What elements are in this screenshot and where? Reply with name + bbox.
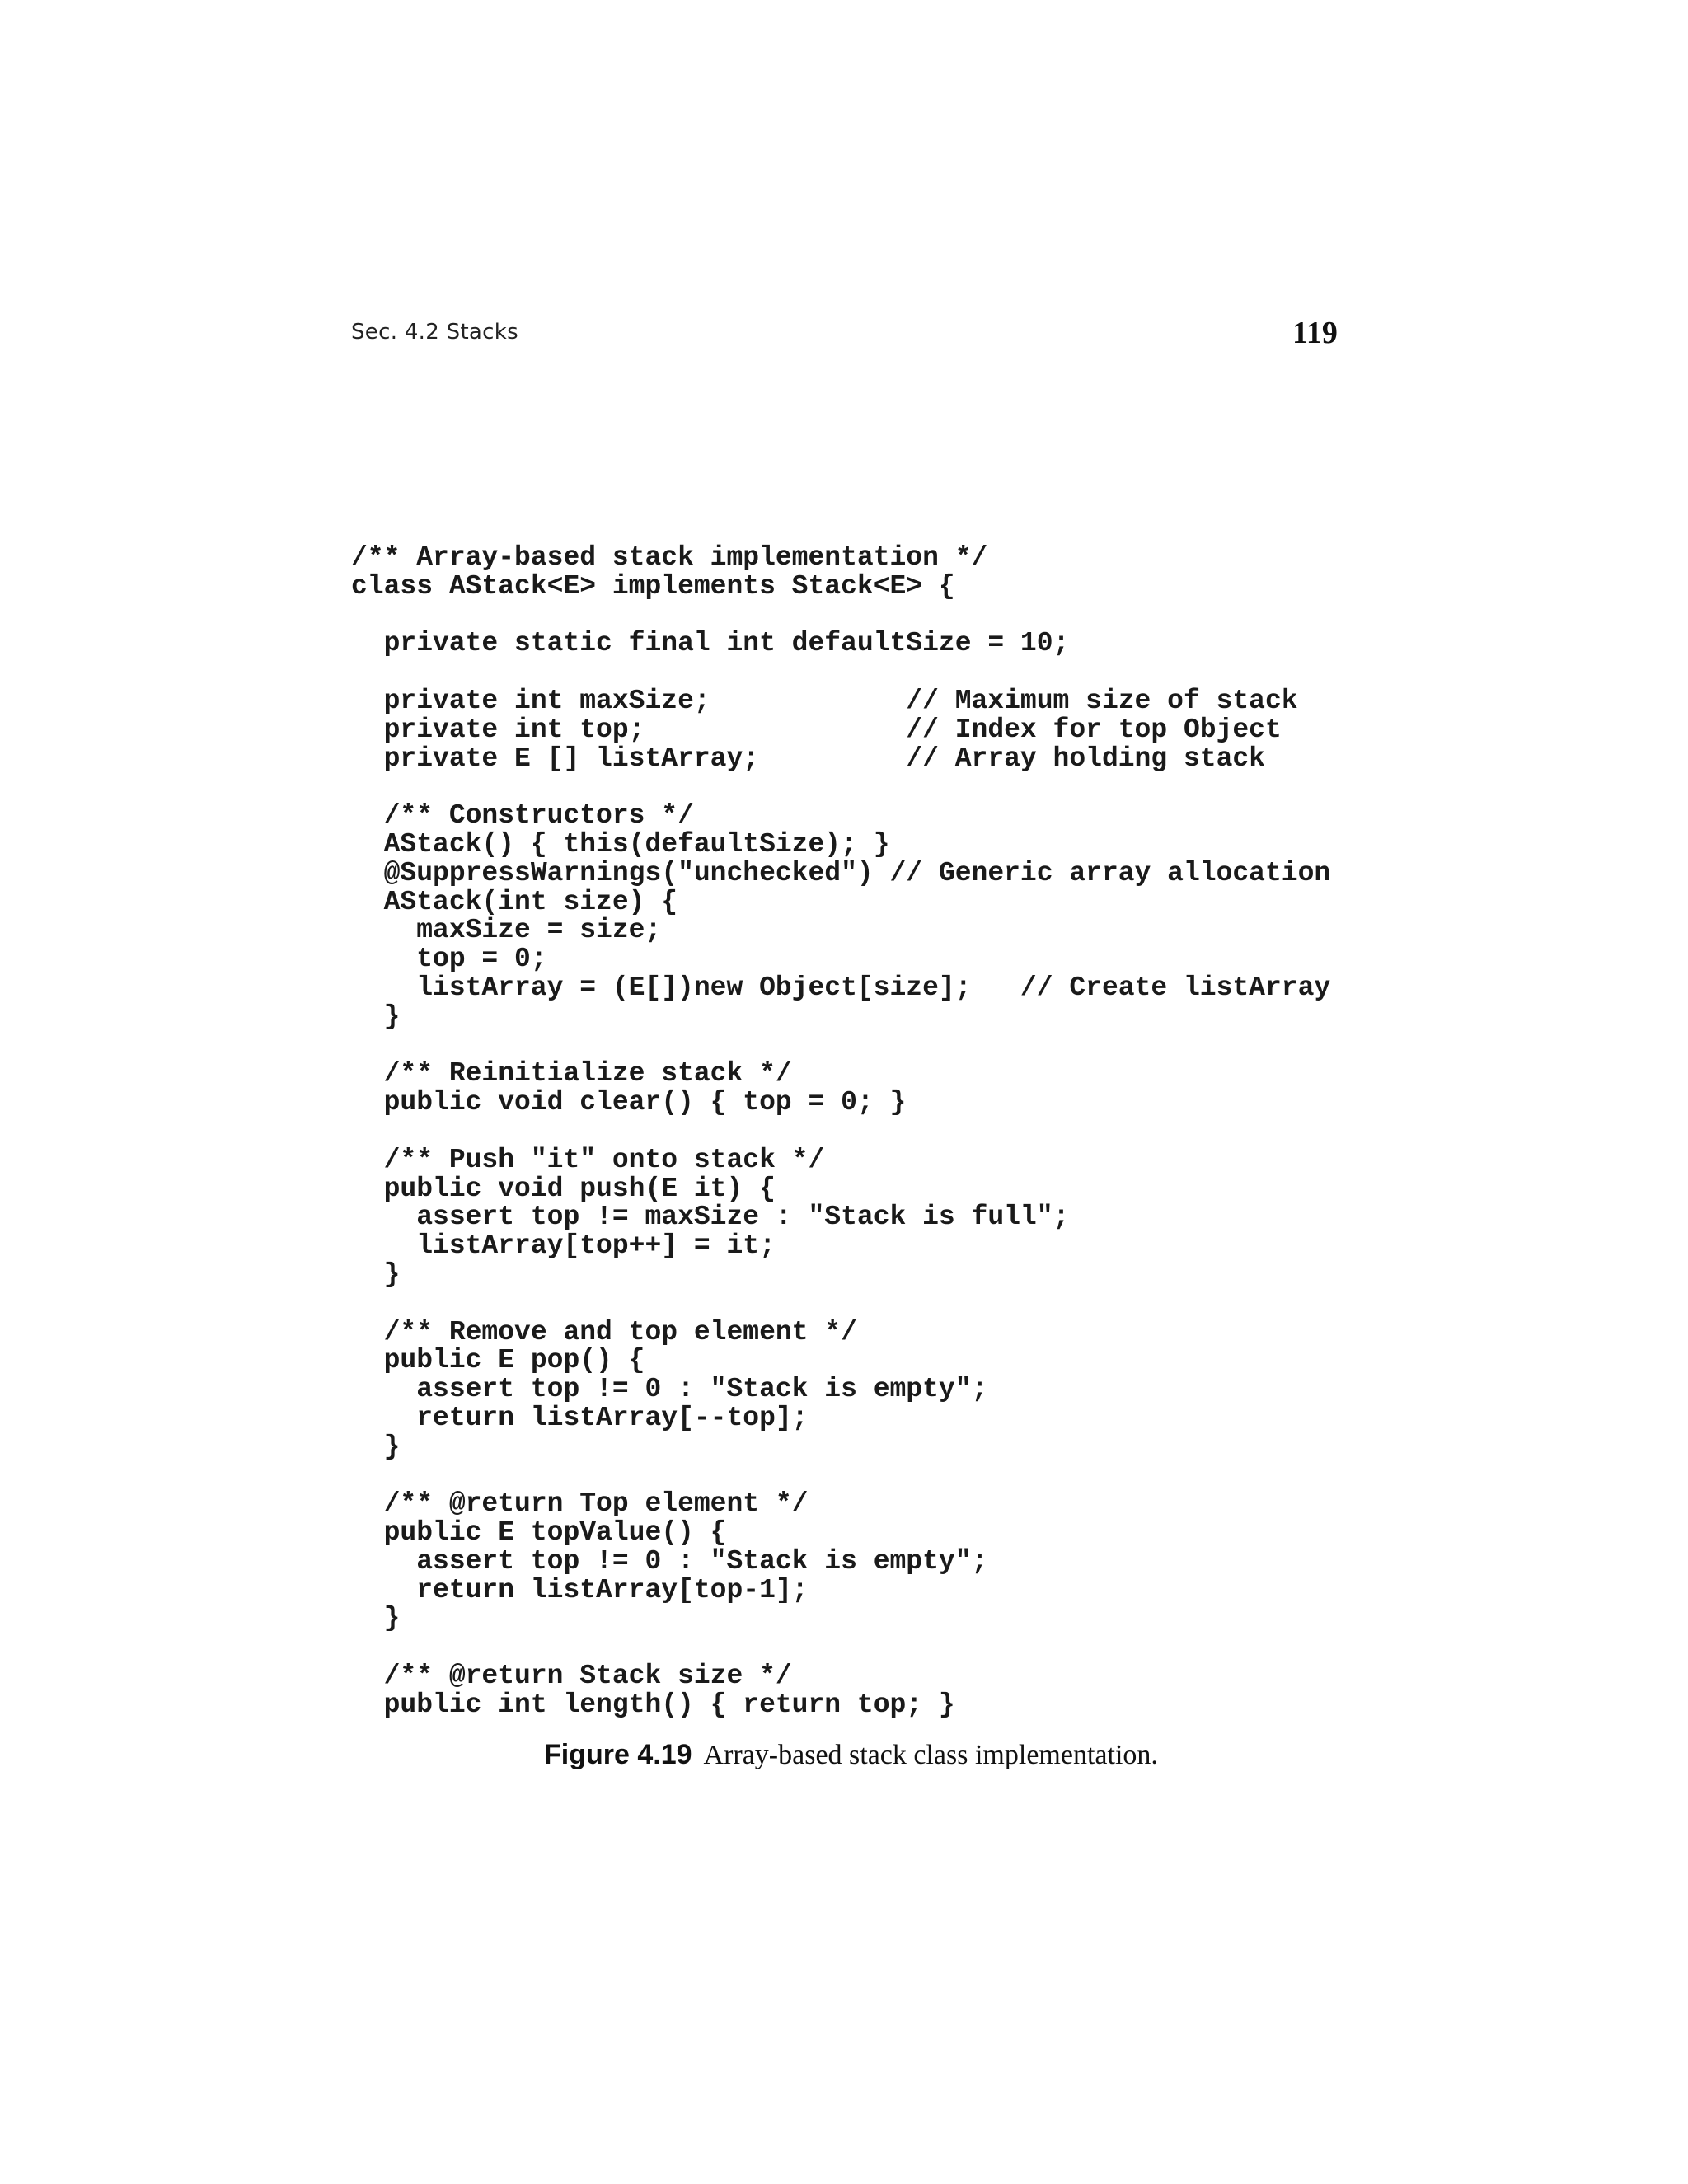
code-listing <box>351 544 1330 1720</box>
code-line: /** @return Top element */ <box>351 1488 809 1520</box>
code-line: private int maxSize; // Maximum size of stack <box>351 685 1298 716</box>
page-number: 119 <box>1292 316 1338 350</box>
code-line: } <box>351 1258 401 1290</box>
code-line <box>351 1290 1330 1319</box>
code-line: AStack() { this(defaultSize); } <box>351 828 890 860</box>
code-line <box>351 1118 1330 1146</box>
figure-label: Figure 4.19 <box>544 1739 692 1770</box>
code-line: class AStack<E> implements Stack<E> { <box>351 570 955 602</box>
code-line: listArray = (E[])new Object[size]; // Create listArray <box>351 972 1331 1003</box>
code-line <box>351 658 1330 687</box>
code-line: assert top != 0 : "Stack is empty"; <box>351 1545 988 1577</box>
code-line: return listArray[--top]; <box>351 1402 809 1433</box>
code-line: /** Push "it" onto stack */ <box>351 1144 825 1175</box>
code-line: AStack(int size) { <box>351 886 678 917</box>
figure-caption-text: Array-based stack class implementation. <box>703 1740 1158 1770</box>
code-line: listArray[top++] = it; <box>351 1230 776 1262</box>
code-line: private int top; // Index for top Object <box>351 714 1282 745</box>
code-line: public int length() { return top; } <box>351 1689 955 1720</box>
code-line: /** Array-based stack implementation */ <box>351 542 988 573</box>
code-line: maxSize = size; <box>351 915 662 946</box>
code-line: } <box>351 1431 401 1462</box>
code-line <box>351 1633 1330 1662</box>
figure-caption <box>544 1739 1158 1771</box>
code-line <box>351 773 1330 802</box>
code-line: } <box>351 1001 401 1032</box>
code-line: /** Reinitialize stack */ <box>351 1058 792 1090</box>
code-line: public E topValue() { <box>351 1517 727 1549</box>
code-line: private static final int defaultSize = 10; <box>351 628 1070 659</box>
code-line: private E [] listArray; // Array holding stack <box>351 743 1265 774</box>
code-line: assert top != 0 : "Stack is empty"; <box>351 1374 988 1405</box>
code-line: public void clear() { top = 0; } <box>351 1087 907 1118</box>
code-line: /** Constructors */ <box>351 800 694 832</box>
code-line <box>351 602 1330 630</box>
code-line: public E pop() { <box>351 1345 645 1376</box>
code-line: assert top != maxSize : "Stack is full"; <box>351 1202 1070 1233</box>
code-line: return listArray[top-1]; <box>351 1574 809 1605</box>
code-line: /** @return Stack size */ <box>351 1661 792 1692</box>
running-head: Sec. 4.2 Stacks <box>351 320 518 344</box>
code-line: public void push(E it) { <box>351 1173 776 1204</box>
code-line: @SuppressWarnings("unchecked") // Generic array allocation <box>351 857 1331 888</box>
code-line <box>351 1462 1330 1491</box>
code-line: } <box>351 1603 401 1634</box>
code-line: top = 0; <box>351 944 547 975</box>
code-line <box>351 1032 1330 1061</box>
code-line: /** Remove and top element */ <box>351 1316 857 1347</box>
